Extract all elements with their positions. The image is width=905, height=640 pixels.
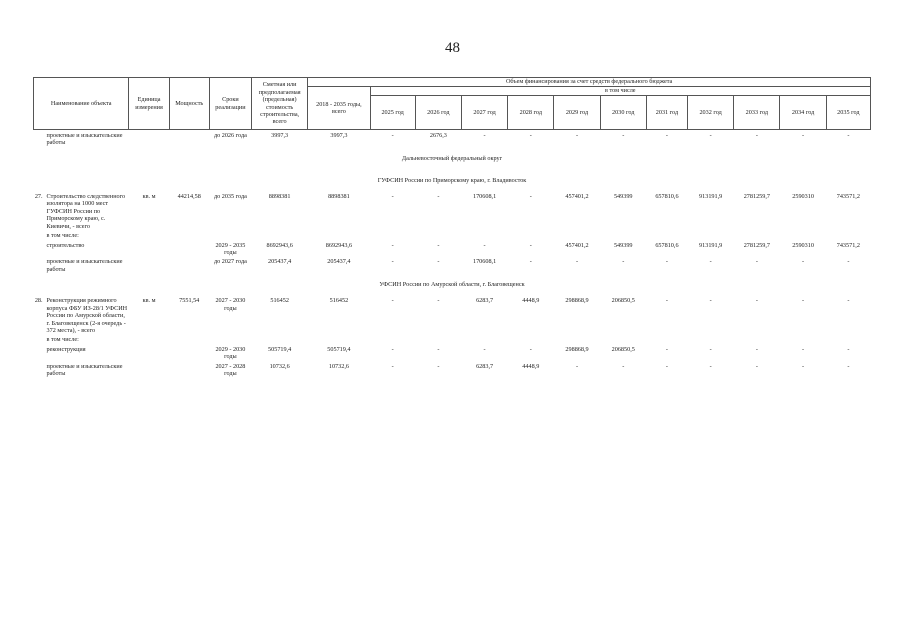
cost-cell: 516452: [270, 297, 289, 305]
year-value-cell: 2590310: [792, 241, 814, 249]
col-incl: в том числе: [370, 87, 870, 96]
unit-cell: [129, 132, 169, 147]
year-value-cell: -: [755, 132, 758, 139]
year-value-cell: -: [847, 132, 850, 139]
row-number: [34, 232, 46, 239]
term-cell: до 2035 года: [213, 192, 247, 200]
table-row: [34, 336, 871, 343]
section-title: ГУФСИН России по Приморскому краю, г. Владивосток: [377, 176, 527, 184]
year-value-cell: -: [665, 297, 668, 305]
year-value-cell: -: [709, 258, 712, 266]
table-row: [34, 275, 871, 295]
col-year: 2027 год: [461, 96, 507, 130]
year-value-cell: -: [391, 297, 394, 305]
row-number: [34, 132, 46, 147]
year-value-cell: -: [437, 345, 440, 353]
col-total: 2018 - 2035 годы, всего: [308, 87, 370, 130]
capacity-cell: [169, 346, 209, 361]
year-value-cell: -: [437, 241, 440, 249]
col-year: 2025 год: [370, 96, 415, 130]
year-value-cell: -: [529, 241, 532, 249]
year-value-cell: -: [437, 362, 440, 370]
year-value-cell: 549399: [613, 241, 633, 249]
capacity-cell: [169, 258, 209, 273]
year-value-cell: 2676,3: [429, 132, 447, 139]
table-row: [34, 363, 871, 378]
row-number: [34, 242, 46, 257]
total-cell: 8692943,6: [325, 241, 353, 249]
year-value-cell: 206850,5: [611, 297, 635, 305]
year-value-cell: -: [755, 362, 758, 370]
year-value-cell: 298868,9: [565, 345, 589, 353]
year-value-cell: 4448,9: [522, 297, 540, 305]
table-row: [34, 149, 871, 169]
table-row: [34, 132, 871, 147]
col-name: Наименование объекта: [34, 78, 129, 130]
year-value-cell: -: [802, 362, 805, 370]
row-number: [34, 363, 46, 378]
cost-cell: 8898381: [268, 192, 291, 200]
year-value-cell: 4448,9: [522, 362, 540, 370]
capacity-cell: 44214,58: [177, 192, 201, 200]
year-value-cell: -: [391, 192, 394, 200]
year-value-cell: -: [483, 345, 486, 353]
year-value-cell: -: [622, 362, 625, 370]
col-terms: Сроки реализации: [209, 78, 251, 130]
year-value-cell: -: [529, 258, 532, 266]
year-value-cell: 2590310: [792, 192, 814, 200]
total-cell: 505719,4: [327, 345, 351, 353]
col-year: 2028 год: [508, 96, 554, 130]
year-value-cell: 743571,2: [836, 241, 860, 249]
year-value-cell: 298868,9: [565, 297, 589, 305]
year-value-cell: 913191,9: [699, 241, 723, 249]
year-value-cell: -: [391, 241, 394, 249]
capacity-cell: [169, 242, 209, 257]
object-name: реконструкция: [46, 345, 86, 353]
term-cell: 2029 - 2030 годы: [215, 345, 246, 361]
row-number: [34, 346, 46, 361]
total-cell: 8898381: [328, 192, 350, 200]
table-row: [34, 297, 871, 334]
capacity-cell: [169, 132, 209, 147]
year-value-cell: -: [391, 345, 394, 353]
col-year: 2034 год: [780, 96, 826, 130]
year-value-cell: -: [575, 132, 579, 139]
year-value-cell: -: [529, 132, 532, 139]
year-value-cell: -: [847, 362, 850, 370]
year-value-cell: -: [665, 132, 668, 139]
table-row: [34, 171, 871, 191]
year-value-cell: -: [391, 362, 394, 370]
col-unit: Единица измерения: [129, 78, 169, 130]
object-name: Строительство следственного изолятора на 1000 мест ГУФСИН России по Приморскому краю, с. Киевичи, - всего: [46, 192, 126, 230]
total-cell: 205437,4: [327, 258, 351, 266]
year-value-cell: 549399: [613, 192, 633, 200]
term-cell: 2027 - 2030 годы: [215, 297, 246, 312]
year-value-cell: -: [437, 258, 440, 266]
row-number: 28.: [34, 297, 43, 305]
unit-cell: [129, 258, 169, 273]
year-value-cell: 657810,6: [655, 241, 679, 249]
year-value-cell: 913191,9: [699, 192, 723, 200]
col-year: 2026 год: [415, 96, 461, 130]
table-row: [34, 258, 871, 273]
table-row: [34, 232, 871, 239]
cost-cell: 8692943,6: [266, 241, 293, 249]
row-number: [34, 336, 46, 343]
year-value-cell: -: [709, 132, 712, 139]
year-value-cell: -: [802, 345, 805, 353]
object-name: проектные и изыскательские работы: [46, 132, 123, 147]
year-value-cell: -: [755, 345, 758, 353]
cost-cell: 205437,4: [268, 258, 292, 266]
cost-cell: 505719,4: [268, 345, 292, 353]
year-value-cell: -: [391, 258, 394, 266]
year-value-cell: 170608,1: [472, 258, 497, 266]
year-value-cell: 6283,7: [476, 362, 494, 370]
year-value-cell: -: [665, 362, 668, 370]
year-value-cell: 2781259,7: [743, 192, 770, 200]
year-value-cell: -: [622, 258, 625, 266]
total-cell: 516452: [329, 297, 349, 305]
col-cost: Сметная или предполагаемая (предельная) стоимость строительства, всего: [252, 78, 308, 130]
year-value-cell: -: [709, 345, 712, 353]
section-title: УФСИН России по Амурской области, г. Благовещенск: [379, 281, 525, 289]
year-value-cell: -: [437, 297, 440, 305]
year-value-cell: -: [622, 132, 625, 139]
col-year: 2035 год: [826, 96, 870, 130]
table-row: [34, 193, 871, 230]
term-cell: 2029 - 2035 годы: [215, 241, 246, 256]
cost-cell: 10732,6: [269, 362, 290, 370]
term-cell: до 2027 года: [213, 258, 247, 266]
term-cell: 2027 - 2028 годы: [215, 362, 246, 378]
year-value-cell: 6283,7: [476, 297, 494, 305]
total-cell: 10732,6: [328, 362, 349, 370]
year-value-cell: -: [802, 297, 805, 305]
page-number: 48: [445, 40, 460, 56]
year-value-cell: 2781259,7: [743, 241, 770, 249]
object-name: проектные и изыскательские работы: [46, 362, 123, 378]
year-value-cell: -: [665, 345, 668, 353]
year-value-cell: -: [529, 192, 532, 200]
year-value-cell: -: [755, 258, 758, 266]
year-value-cell: -: [802, 258, 805, 266]
section-title: Дальневосточный федеральный округ: [401, 154, 503, 162]
year-value-cell: -: [847, 345, 850, 353]
col-year: 2032 год: [688, 96, 734, 130]
col-year: 2033 год: [734, 96, 780, 130]
term-cell: до 2026 года: [213, 132, 247, 139]
unit-cell: [129, 363, 169, 378]
total-cell: 3997,3: [330, 132, 348, 139]
year-value-cell: -: [847, 297, 850, 305]
year-value-cell: 743571,2: [836, 192, 860, 200]
funding-table: [33, 77, 871, 380]
year-value-cell: 170608,1: [472, 192, 497, 200]
capacity-cell: 7551,54: [179, 297, 200, 305]
row-number: 27.: [34, 192, 43, 200]
cost-cell: 3997,3: [271, 132, 289, 139]
year-value-cell: -: [483, 132, 486, 139]
year-value-cell: -: [575, 362, 579, 370]
year-value-cell: -: [847, 258, 850, 266]
year-value-cell: -: [709, 297, 712, 305]
year-value-cell: 657810,6: [655, 192, 679, 200]
year-value-cell: -: [755, 297, 758, 305]
col-funding: Объем финансирования за счет средств федерального бюджета: [308, 78, 871, 87]
col-year: 2030 год: [600, 96, 646, 130]
object-name: проектные и изыскательские работы: [46, 258, 123, 273]
year-value-cell: -: [437, 192, 440, 200]
capacity-cell: [169, 363, 209, 378]
year-value-cell: -: [575, 258, 579, 266]
table-row: [34, 242, 871, 257]
year-value-cell: 457401,2: [565, 192, 589, 200]
unit-cell: кв. м: [142, 192, 156, 200]
year-value-cell: -: [391, 132, 394, 139]
unit-cell: [129, 346, 169, 361]
col-capacity: Мощность: [169, 78, 209, 130]
row-number: [34, 258, 46, 273]
year-value-cell: 457401,2: [565, 241, 589, 249]
row-note: в том числе:: [46, 232, 79, 240]
table-row: [34, 346, 871, 361]
year-value-cell: -: [529, 345, 532, 353]
row-note: в том числе:: [46, 336, 79, 344]
year-value-cell: -: [483, 241, 486, 249]
year-value-cell: -: [802, 132, 805, 139]
unit-cell: [129, 242, 169, 257]
col-year: 2031 год: [646, 96, 687, 130]
year-value-cell: -: [665, 258, 668, 266]
object-name: строительство: [46, 241, 85, 249]
year-value-cell: -: [709, 362, 712, 370]
year-value-cell: 206850,5: [611, 345, 635, 353]
unit-cell: кв. м: [142, 297, 156, 305]
object-name: Реконструкция режимного корпуса ФБУ ИЗ-28/1 УФСИН России по Амурской области, г. Благовещенск (2-я очередь - 372 места), - всего: [46, 297, 128, 334]
col-year: 2029 год: [554, 96, 600, 130]
